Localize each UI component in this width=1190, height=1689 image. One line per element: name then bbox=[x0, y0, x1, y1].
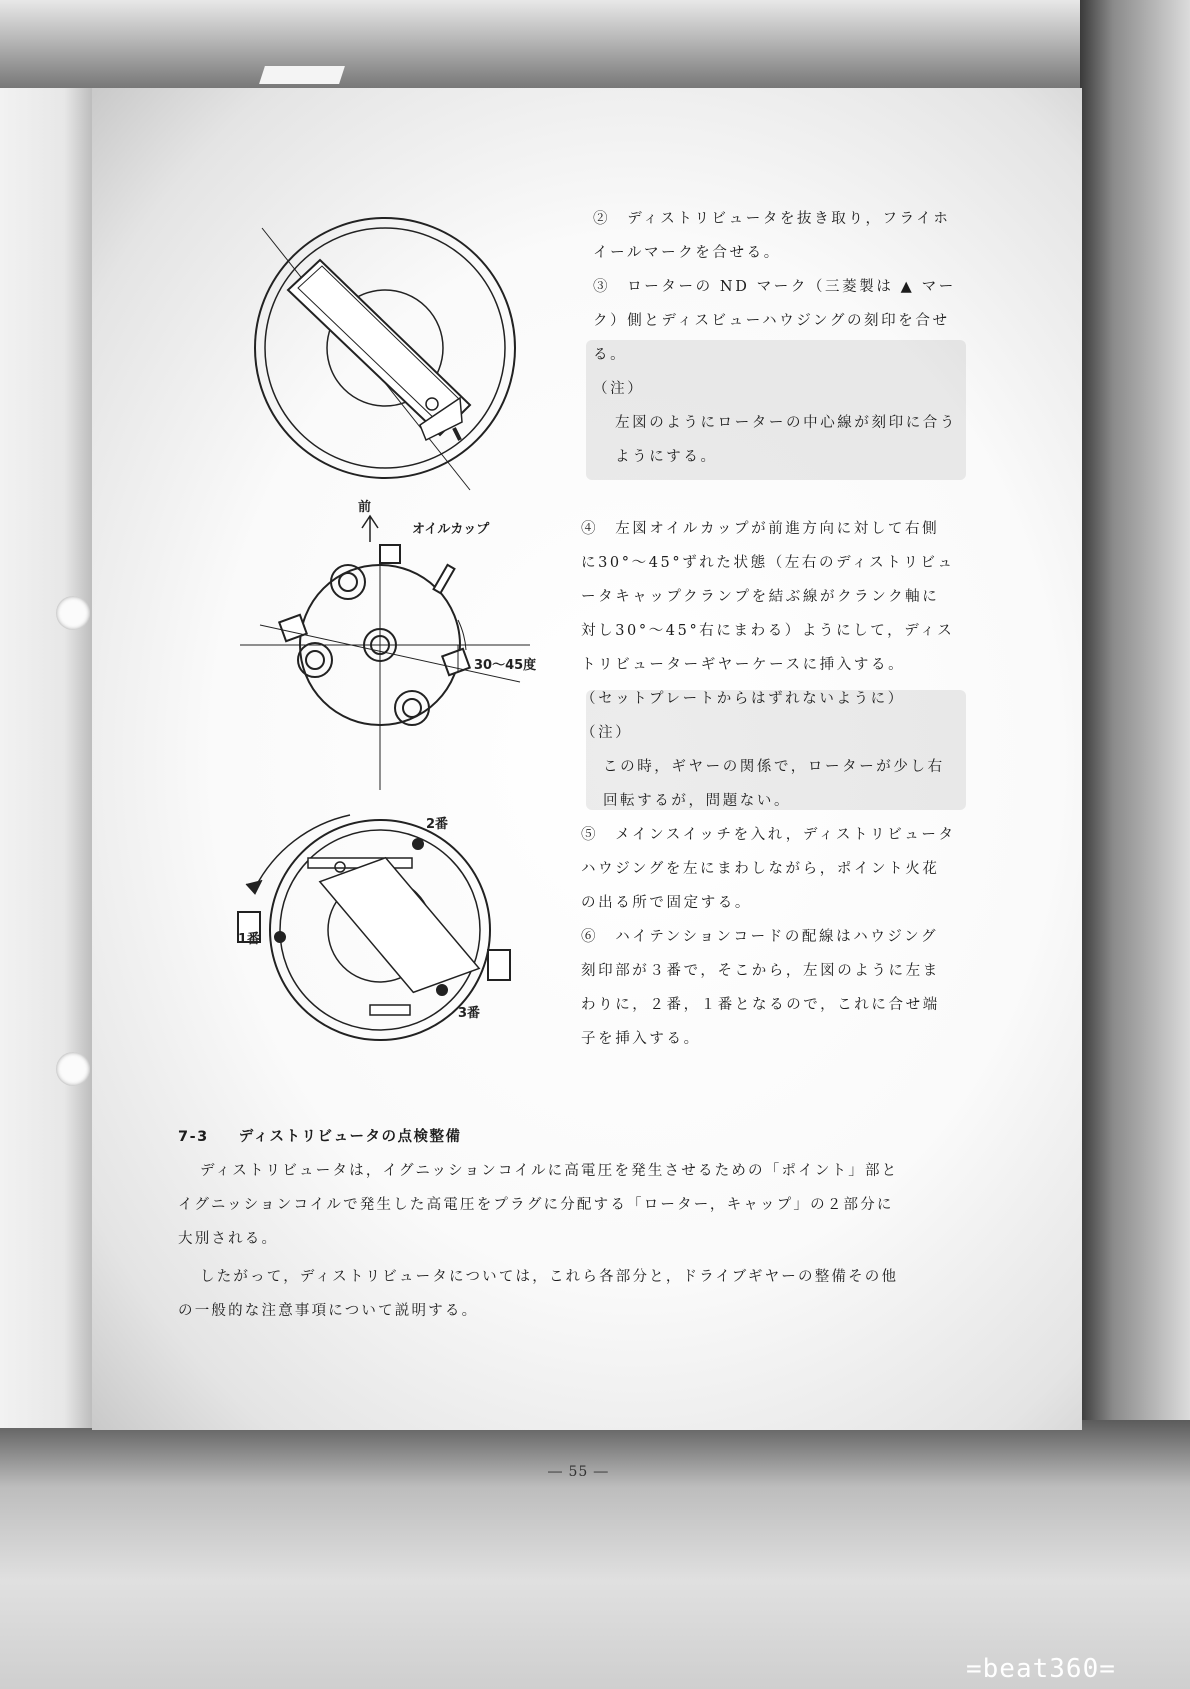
step-6-line: 子を挿入する。 bbox=[581, 1031, 701, 1047]
step-5-line: ⑤ メインスイッチを入れ，ディストリビュータ bbox=[581, 827, 956, 843]
page-number: ― 55 ― bbox=[548, 1464, 609, 1480]
step-6-line: ⑥ ハイテンションコードの配線はハウジング bbox=[581, 929, 939, 945]
terminal-1-label: 1番 bbox=[238, 932, 261, 947]
front-label: 前 bbox=[358, 500, 372, 515]
step-5-line: の出る所で固定する。 bbox=[581, 895, 752, 911]
step-6-line: わりに，２番，１番となるので，これに合せ端 bbox=[581, 997, 940, 1013]
paragraph-line: イグニッションコイルで発生した高電圧をプラグに分配する「ローター，キャップ」の２部分に bbox=[178, 1197, 894, 1213]
binder-hole bbox=[56, 596, 90, 630]
angle-label: 30～45度 bbox=[474, 658, 537, 673]
paragraph-line: 大別される。 bbox=[178, 1231, 279, 1247]
oil-cup-label: オイルカップ bbox=[412, 522, 490, 537]
scan-background-top bbox=[0, 0, 1190, 96]
section-7-3 bbox=[178, 1120, 978, 1328]
scan-background-bottom bbox=[0, 1420, 1190, 1689]
section-paragraph-1 bbox=[178, 1154, 978, 1256]
step-2-line: ② ディストリビュータを抜き取り，フライホ bbox=[593, 211, 951, 227]
step-4-line: ータキャップクランプを結ぶ線がクランク軸に bbox=[581, 589, 940, 605]
note-line: この時，ギヤーの関係で，ローターが少し右 bbox=[603, 759, 945, 775]
binder-hole bbox=[56, 1052, 90, 1086]
paragraph-line: ディストリビュータは，イグニッションコイルに高電圧を発生させるための「ポイント」部と bbox=[200, 1163, 899, 1179]
section-title: ディストリビュータの点検整備 bbox=[238, 1129, 462, 1145]
section-number: 7-3 bbox=[178, 1129, 209, 1145]
section-heading bbox=[178, 1120, 978, 1154]
step-4-line: トリビューターギヤーケースに挿入する。 bbox=[581, 657, 906, 673]
note-line: 左図のようにローターの中心線が刻印に合う bbox=[615, 415, 957, 431]
step-4-line: に30°～45°ずれた状態（左右のディストリビュ bbox=[581, 555, 955, 571]
section-paragraph-2 bbox=[178, 1260, 978, 1328]
facing-page-edge bbox=[0, 88, 92, 1428]
step-4-line: （セットプレートからはずれないように） bbox=[581, 691, 905, 707]
paragraph-line: の一般的な注意事項について説明する。 bbox=[178, 1303, 479, 1319]
step-5-line: ハウジングを左にまわしながら，ポイント火花 bbox=[581, 861, 940, 877]
instruction-column-lower bbox=[581, 512, 956, 1056]
watermark: =beat360= bbox=[966, 1654, 1116, 1684]
step-4-line: ④ 左図オイルカップが前進方向に対して右側 bbox=[581, 521, 940, 537]
step-3-line: ク）側とディスビューハウジングの刻印を合せ bbox=[593, 313, 950, 329]
distributor-figures bbox=[220, 200, 560, 1060]
note-line: ようにする。 bbox=[615, 449, 718, 465]
paper-tab bbox=[259, 66, 345, 84]
step-3-line: る。 bbox=[593, 347, 628, 363]
instruction-column bbox=[593, 202, 957, 474]
rotor-diagram bbox=[255, 218, 515, 490]
terminal-3-label: 3番 bbox=[458, 1006, 481, 1021]
note-line: 回転するが，問題ない。 bbox=[603, 793, 792, 809]
note-label: （注） bbox=[581, 725, 633, 741]
step-6-line: 刻印部が３番で，そこから，左図のように左ま bbox=[581, 963, 940, 979]
oil-cup-diagram bbox=[240, 516, 530, 790]
note-label: （注） bbox=[593, 381, 645, 397]
paragraph-line: したがって，ディストリビュータについては，これら各部分と，ドライブギヤーの整備その他 bbox=[200, 1269, 899, 1285]
step-2-line: イールマークを合せる。 bbox=[593, 245, 781, 261]
terminal-2-label: 2番 bbox=[426, 817, 449, 832]
step-4-line: 対し30°～45°右にまわる）ようにして，ディス bbox=[581, 623, 955, 639]
step-3-line: ③ ローターの ND マーク（三菱製は ▲ マー bbox=[593, 279, 956, 295]
